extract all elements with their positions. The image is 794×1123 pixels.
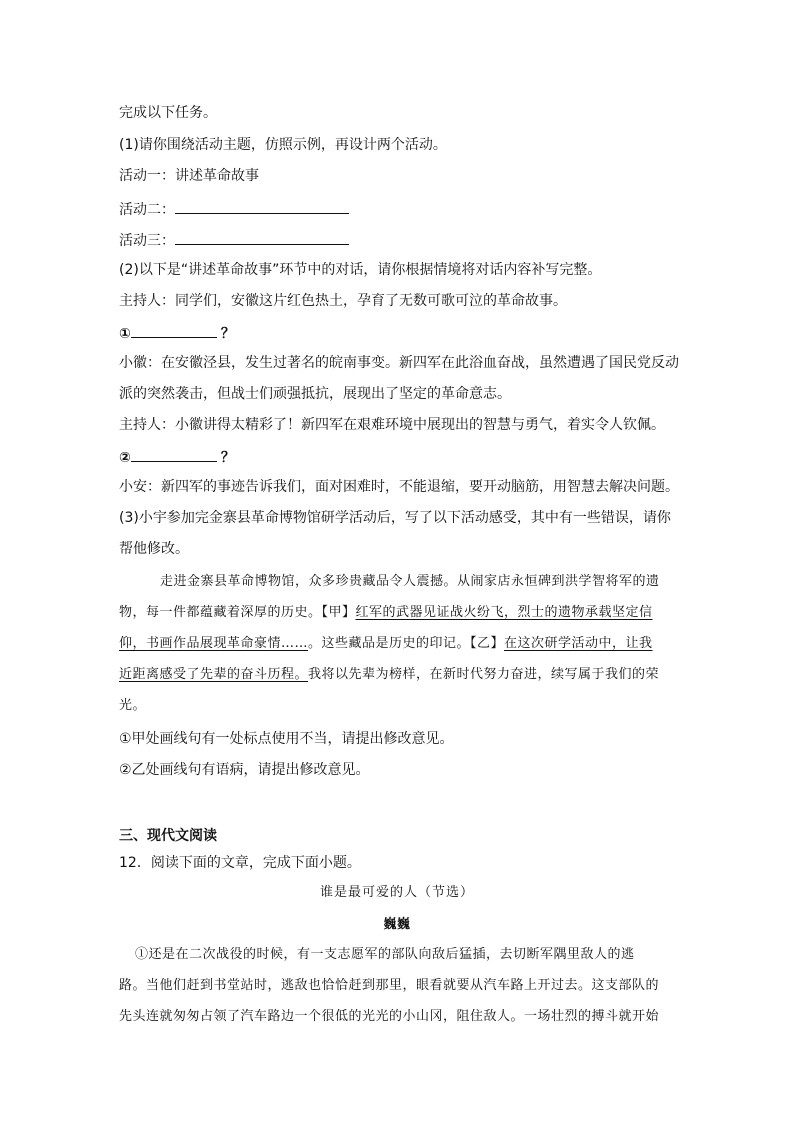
task-intro: 完成以下任务。 — [119, 105, 217, 121]
xiaoan-line: 小安：新四军的事迹告诉我们，面对困难时，不能退缩，要开动脑筋，用智慧去解决问题。 — [119, 479, 679, 495]
article-paragraph-1-line-1: ①还是在二次战役的时候，有一支志愿军的部队向敌后猛插，去切断军隅里敌人的逃 — [135, 947, 635, 962]
essay-line-2-text: 物，每一件都蕴藏着深厚的历史。【甲】 — [119, 605, 356, 620]
essay-underline-jia: 红军的武器见证战火纷飞，烈士的遗物承载坚定信 — [355, 605, 653, 620]
article-paragraph-1-line-2: 路。当他们赶到书堂站时，逃敌也恰恰赶到那里，眼看就要从汽车路上开过去。这支部队的 — [119, 978, 660, 993]
sub-question-2: ②乙处画线句有语病，请提出修改意见。 — [119, 762, 370, 778]
dialogue-blank-1[interactable] — [131, 323, 217, 338]
activity-2-blank[interactable] — [175, 199, 349, 214]
sub-question-1: ①甲处画线句有一处标点使用不当，请提出修改意见。 — [119, 731, 454, 747]
activity-3-row — [119, 230, 349, 250]
question-2-prompt: (2)以下是“讲述革命故事”环节中的对话，请你根据情境将对话内容补写完整。 — [119, 262, 602, 278]
host-line-1: 主持人：同学们，安徽这片红色热土，孕育了无数可歌可泣的革命故事。 — [119, 293, 567, 309]
dialogue-blank-1-row — [119, 323, 235, 343]
host-line-2: 主持人：小徽讲得太精彩了！新四军在艰难环境中展现出的智慧与勇气，着实令人钦佩。 — [119, 417, 665, 433]
blank-2-marker: ② — [119, 450, 131, 466]
article-paragraph-1-line-3: 先头连就匆匆占领了汽车路边一个很低的光光的小山冈，阻住敌人。一场壮烈的搏斗就开始 — [119, 1009, 660, 1024]
essay-underline-yi-cont: 近距离感受了先辈的奋斗历程。 — [119, 667, 309, 682]
article-author: 巍巍 — [383, 917, 411, 932]
activity-1: 活动一：讲述革命故事 — [119, 168, 259, 184]
essay-line-4 — [119, 666, 659, 683]
question-3-prompt-line-1: (3)小宇参加完金寨县革命博物馆研学活动后，写了以下活动感受，其中有一些错误，请你 — [119, 510, 671, 526]
blank-1-marker: ① — [119, 326, 131, 342]
dialogue-blank-2-row — [119, 447, 235, 467]
blank-1-question-mark: ？ — [220, 326, 235, 342]
essay-line-5: 光。 — [119, 698, 147, 713]
essay-line-3 — [119, 635, 653, 652]
xiaohui-line-1: 小徽：在安徽泾县，发生过著名的皖南事变。新四军在此浴血奋战，虽然遭遇了国民党反动 — [119, 355, 679, 371]
activity-3-label: 活动三： — [119, 233, 175, 249]
blank-2-question-mark: ？ — [220, 450, 235, 466]
essay-line-3-text: 。这些藏品是历史的印记。【乙】 — [308, 636, 505, 651]
essay-line-1: 走进金寨县革命博物馆，众多珍贵藏品令人震撼。从闹家店永恒碑到洪学智将军的遗 — [160, 574, 660, 589]
dialogue-blank-2[interactable] — [131, 447, 217, 462]
essay-line-4-text: 我将以先辈为榜样，在新时代努力奋进，续写属于我们的荣 — [308, 667, 660, 682]
question-12: 12．阅读下面的文章，完成下面小题。 — [119, 855, 361, 871]
article-title: 谁是最可爱的人（节选） — [319, 885, 474, 900]
activity-2-label: 活动二： — [119, 202, 175, 218]
question-1-prompt: (1)请你围绕活动主题，仿照示例，再设计两个活动。 — [119, 137, 447, 153]
essay-underline-yi: 在这次研学活动中，让我 — [504, 636, 653, 651]
essay-line-2 — [119, 604, 653, 621]
xiaohui-line-2: 派的突然袭击，但战士们顽强抵抗，展现出了坚定的革命意志。 — [119, 386, 511, 402]
question-3-prompt-line-2: 帮他修改。 — [119, 541, 189, 557]
activity-3-blank[interactable] — [175, 230, 349, 245]
essay-underline-jia-cont: 仰，书画作品展现革命豪情…… — [119, 636, 309, 651]
activity-2-row — [119, 199, 349, 219]
section-3-heading: 三、现代文阅读 — [119, 828, 217, 844]
